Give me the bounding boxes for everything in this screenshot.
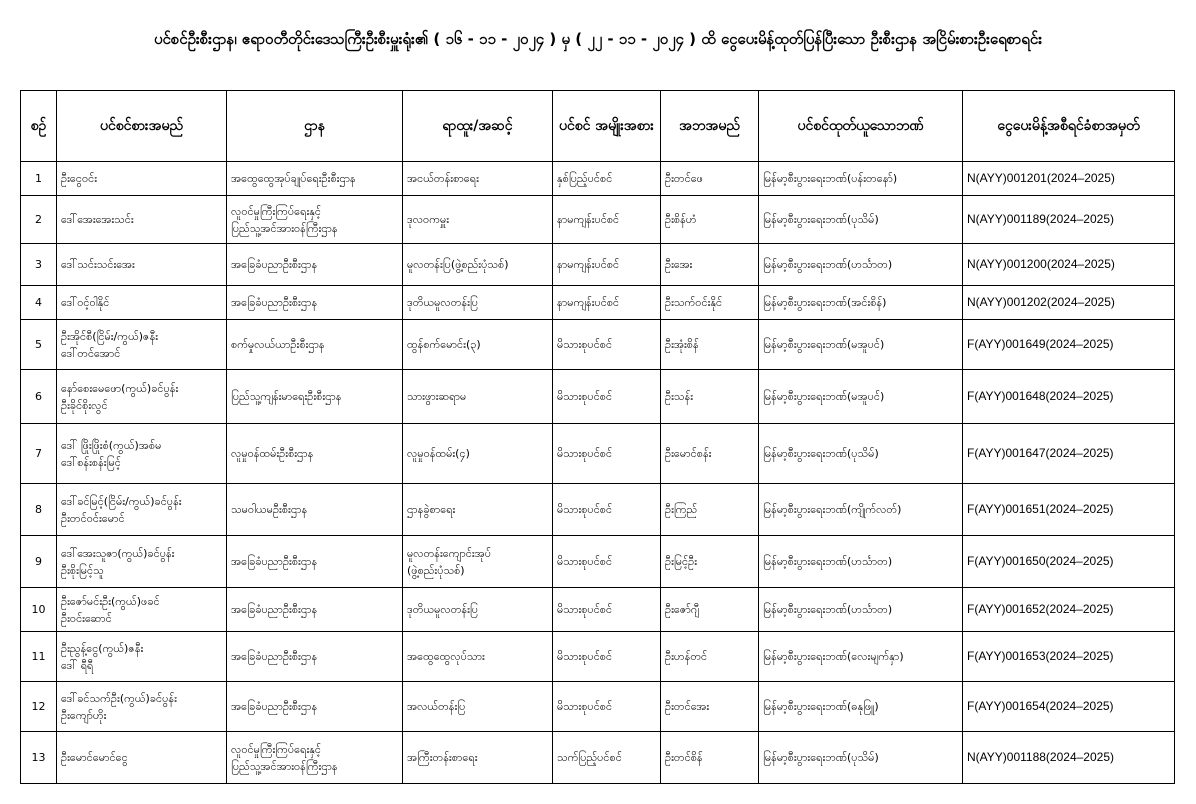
table-row — [21, 196, 1175, 244]
cell-department — [227, 320, 403, 370]
cell-rank-line: လူမှုဝန်ထမ်း(၄) — [407, 447, 470, 460]
table-row — [21, 370, 1175, 424]
cell-bank: မြန်မာ့စီးပွားရေးဘဏ်(ဟင်္သာတ) — [759, 244, 963, 286]
cell-father-name: ဦးဟန်တင် — [661, 632, 759, 682]
cell-pay-order-no: N(AYY)001189(2024–2025) — [963, 196, 1175, 244]
cell-department-line: အခြေခံပညာဦးစီးဌာန — [231, 296, 318, 309]
header-department: ဌာန — [227, 91, 403, 162]
cell-department-line: ပြည်သူ့အင်အားဝန်ကြီးဌာန — [231, 759, 338, 773]
cell-father-name: ဦးဇော်ဂျီ — [661, 588, 759, 632]
cell-bank: မြန်မာ့စီးပွားရေးဘဏ်(မအူပင်) — [759, 320, 963, 370]
cell-rank-line: မူလတန်းကျောင်းအုပ် — [407, 546, 492, 560]
cell-pay-order-no: F(AYY)001649(2024–2025) — [963, 320, 1175, 370]
table-row — [21, 588, 1175, 632]
cell-department-line: အခြေခံပညာဦးစီးဌာန — [231, 650, 318, 663]
cell-name — [57, 196, 227, 244]
header-pay-order-no: ငွေပေးမိန့်အစီရင်ခံစာအမှတ် — [963, 91, 1175, 162]
cell-rank-line: သားဖွားဆရာမ — [407, 390, 467, 403]
cell-name — [57, 484, 227, 536]
cell-rank-line: ဒုတိယမူလတန်းပြ — [407, 603, 479, 616]
cell-name — [57, 536, 227, 588]
cell-name-line: ဒေါ်အေးအေးသင်း — [61, 213, 134, 226]
cell-pension-type: မိသားစုပင်စင် — [553, 588, 661, 632]
cell-department-line: အခြေခံပညာဦးစီးဌာန — [231, 603, 318, 616]
cell-no: 4 — [21, 286, 57, 320]
cell-rank — [403, 244, 553, 286]
table-row — [21, 320, 1175, 370]
table-row — [21, 162, 1175, 196]
cell-rank-line: (ဖွဲ့စည်းပုံသစ်) — [407, 563, 465, 577]
cell-department-line: စက်မှုလယ်ယာဦးစီးဌာန — [231, 338, 325, 351]
cell-pension-type: မိသားစုပင်စင် — [553, 632, 661, 682]
cell-rank — [403, 424, 553, 484]
cell-name — [57, 162, 227, 196]
cell-name-line: ဒေါ်အေးသူဇာ(ကွယ်)ခင်ပွန်း — [61, 546, 175, 560]
cell-rank — [403, 162, 553, 196]
cell-pay-order-no: N(AYY)001202(2024–2025) — [963, 286, 1175, 320]
cell-name-line: ဦးခိုင်စိုးလွင် — [61, 398, 108, 412]
header-bank: ပင်စင်ထုတ်ယူသောဘဏ် — [759, 91, 963, 162]
table-row — [21, 732, 1175, 784]
table-row — [21, 286, 1175, 320]
cell-pay-order-no: N(AYY)001201(2024–2025) — [963, 162, 1175, 196]
cell-no: 6 — [21, 370, 57, 424]
cell-bank: မြန်မာ့စီးပွားရေးဘဏ်(ဟင်္သာတ) — [759, 588, 963, 632]
cell-bank: မြန်မာ့စီးပွားရေးဘဏ်(ပုသိမ်) — [759, 424, 963, 484]
cell-bank: မြန်မာ့စီးပွားရေးဘဏ်(ပုသိမ်) — [759, 196, 963, 244]
header-name: ပင်စင်စားအမည် — [57, 91, 227, 162]
cell-father-name: ဦးအေး — [661, 244, 759, 286]
table-row — [21, 484, 1175, 536]
cell-father-name: ဦးကြည် — [661, 484, 759, 536]
cell-name — [57, 632, 227, 682]
cell-department — [227, 244, 403, 286]
cell-bank: မြန်မာ့စီးပွားရေးဘဏ်(မအူပင်) — [759, 370, 963, 424]
cell-bank: မြန်မာ့စီးပွားရေးဘဏ်(လေးမျက်နှာ) — [759, 632, 963, 682]
cell-rank — [403, 732, 553, 784]
cell-no: 13 — [21, 732, 57, 784]
cell-no: 2 — [21, 196, 57, 244]
cell-pension-type: နာမကျန်းပင်စင် — [553, 286, 661, 320]
cell-name — [57, 244, 227, 286]
cell-no: 7 — [21, 424, 57, 484]
cell-father-name: ဦးသန်း — [661, 370, 759, 424]
cell-no: 5 — [21, 320, 57, 370]
cell-rank — [403, 682, 553, 732]
cell-rank-line: အလယ်တန်းပြ — [407, 700, 466, 713]
cell-department — [227, 536, 403, 588]
cell-rank-line: ဒုလဝကမှူး — [407, 213, 450, 226]
cell-pay-order-no: F(AYY)001654(2024–2025) — [963, 682, 1175, 732]
table-row — [21, 244, 1175, 286]
cell-pay-order-no: N(AYY)001188(2024–2025) — [963, 732, 1175, 784]
cell-pension-type: မိသားစုပင်စင် — [553, 682, 661, 732]
cell-department-line: အခြေခံပညာဦးစီးဌာန — [231, 700, 318, 713]
cell-department-line: အခြေခံပညာဦးစီးဌာန — [231, 555, 318, 568]
cell-no: 12 — [21, 682, 57, 732]
cell-father-name: ဦးတင်အေး — [661, 682, 759, 732]
cell-name-line: ဒေါ်စန်းစန်းမြင့် — [61, 455, 121, 469]
cell-name-line: ဒေါ်ခင်သက်ဦး(ကွယ်)ခင်ပွန်း — [61, 691, 177, 705]
cell-bank: မြန်မာ့စီးပွားရေးဘဏ်(အင်းစိန်) — [759, 286, 963, 320]
cell-no: 11 — [21, 632, 57, 682]
cell-name — [57, 286, 227, 320]
cell-department-line: လူဝင်မှုကြီးကြပ်ရေးနှင့် — [231, 204, 322, 218]
cell-rank — [403, 320, 553, 370]
cell-pension-type: မိသားစုပင်စင် — [553, 484, 661, 536]
cell-rank-line: ထွန်စက်မောင်း(၃) — [407, 338, 481, 351]
cell-name-line: နော်စေးမေဖော(ကွယ်)ခင်ပွန်း — [61, 381, 179, 395]
cell-pay-order-no: F(AYY)001653(2024–2025) — [963, 632, 1175, 682]
cell-department-line: ပြည်သူ့ကျန်းမာရေးဦးစီးဌာန — [231, 390, 342, 403]
cell-pay-order-no: F(AYY)001648(2024–2025) — [963, 370, 1175, 424]
cell-rank-line: အငယ်တန်းစာရေး — [407, 172, 479, 185]
cell-department-line: အခြေခံပညာဦးစီးဌာန — [231, 258, 318, 271]
cell-name-line: ဦးညွန့်ငွေ(ကွယ်)ဇနီး — [61, 641, 144, 655]
cell-department-line: သမဝါယမဦးစီးဌာန — [231, 503, 308, 516]
cell-name — [57, 682, 227, 732]
cell-rank — [403, 588, 553, 632]
table-row — [21, 536, 1175, 588]
cell-name-line: ဦးတင်ဝင်းမောင် — [61, 511, 125, 525]
cell-rank-line: အထွေထွေလုပ်သား — [407, 650, 485, 663]
cell-no: 9 — [21, 536, 57, 588]
cell-department-line: လူဝင်မှုကြီးကြပ်ရေးနှင့် — [231, 742, 322, 756]
cell-no: 3 — [21, 244, 57, 286]
cell-name — [57, 370, 227, 424]
cell-department-line: လူမှုဝန်ထမ်းဦးစီးဌာန — [231, 447, 314, 460]
pensioner-table — [20, 90, 1175, 784]
cell-rank — [403, 370, 553, 424]
cell-no: 1 — [21, 162, 57, 196]
cell-no: 10 — [21, 588, 57, 632]
cell-name-line: ဦးဝင်းဆောင် — [61, 611, 112, 625]
cell-bank: မြန်မာ့စီးပွားရေးဘဏ်(ဟင်္သာတ) — [759, 536, 963, 588]
cell-father-name: ဦးမောင်စန်း — [661, 424, 759, 484]
cell-department — [227, 484, 403, 536]
cell-rank — [403, 286, 553, 320]
cell-bank: မြန်မာ့စီးပွားရေးဘဏ်(ပုသိမ်) — [759, 732, 963, 784]
header-no: စဥ် — [21, 91, 57, 162]
cell-name-line: ဦးစိုးမြင့်သူ — [61, 563, 104, 577]
cell-father-name: ဦးမြင့်ဦး — [661, 536, 759, 588]
cell-department-line: အထွေထွေအုပ်ချုပ်ရေးဦးစီးဌာန — [231, 172, 356, 185]
cell-name — [57, 732, 227, 784]
cell-name-line: ဦးမောင်မောင်ငွေ — [61, 751, 128, 764]
cell-rank-line: ဒုတိယမူလတန်းပြ — [407, 296, 479, 309]
table-row — [21, 682, 1175, 732]
cell-department — [227, 632, 403, 682]
cell-department-line: ပြည်သူ့အင်အားဝန်ကြီးဌာန — [231, 221, 338, 235]
cell-rank-line: မူလတန်းပြ(ဖွဲ့စည်းပုံသစ်) — [407, 258, 509, 271]
cell-name-line: ဦးအိုင်စီ(ငြိမ်း/ကွယ်)ဇနီး — [61, 329, 159, 343]
cell-department — [227, 588, 403, 632]
cell-bank: မြန်မာ့စီးပွားရေးဘဏ်(ပန်းတနော်) — [759, 162, 963, 196]
cell-name-line: ဦးဇော်မင်းဦး(ကွယ်)ဖခင် — [61, 594, 160, 608]
cell-department — [227, 286, 403, 320]
cell-father-name: ဦးစိန်ဟံ — [661, 196, 759, 244]
cell-pension-type: မိသားစုပင်စင် — [553, 370, 661, 424]
cell-pension-type: နာမကျန်းပင်စင် — [553, 196, 661, 244]
cell-pay-order-no: F(AYY)001651(2024–2025) — [963, 484, 1175, 536]
cell-name-line: ဦးကျော်ဟိုး — [61, 708, 107, 722]
cell-rank — [403, 484, 553, 536]
cell-department — [227, 732, 403, 784]
cell-name-line: ဒေါ်သင်းသင်းအေး — [61, 258, 135, 271]
cell-department — [227, 196, 403, 244]
cell-father-name: ဦးတင်ဖေ — [661, 162, 759, 196]
cell-department — [227, 424, 403, 484]
cell-rank-line: အကြီးတန်းစာရေး — [407, 751, 478, 764]
table-row — [21, 632, 1175, 682]
cell-rank — [403, 196, 553, 244]
cell-name-line: ဦးငွေဝင်း — [61, 172, 98, 185]
cell-pay-order-no: N(AYY)001200(2024–2025) — [963, 244, 1175, 286]
cell-pay-order-no: F(AYY)001650(2024–2025) — [963, 536, 1175, 588]
header-rank: ရာထူး/အဆင့် — [403, 91, 553, 162]
cell-department — [227, 162, 403, 196]
document-title: ပင်စင်ဦးစီးဌာန၊ ဧရာဝတီတိုင်းဒေသကြီးဦးစီးမှူးရုံး၏ ( ၁၆ - ၁၁ - ၂၀၂၄ ) မှ ( ၂၂ - ၁၁ - ၂၀၂၄ ) ထိ ငွေပေးမိန့်ထုတ်ပြန်ပြီးသော ဦးစီးဌာန အငြိမ်းစားဦးရေစာရင်း — [153, 30, 1043, 48]
cell-rank-line: ဌာနခွဲစာရေး — [407, 503, 456, 516]
header-pension-type: ပင်စင် အမျိုးအစား — [553, 91, 661, 162]
cell-pay-order-no: F(AYY)001652(2024–2025) — [963, 588, 1175, 632]
cell-name — [57, 320, 227, 370]
cell-pension-type: သက်ပြည့်ပင်စင် — [553, 732, 661, 784]
cell-name-line: ဒေါ် ဖြိုးဖြိုးစံ(ကွယ်)အစ်မ — [61, 438, 162, 452]
cell-name-line: ဒေါ် ရီရီ — [61, 658, 94, 672]
cell-name-line: ဒေါ်ဝင့်ဝါနိုင် — [61, 296, 110, 309]
cell-name — [57, 588, 227, 632]
cell-pay-order-no: F(AYY)001647(2024–2025) — [963, 424, 1175, 484]
cell-pension-type: နာမကျန်းပင်စင် — [553, 244, 661, 286]
cell-father-name: ဦးအုံးစိန် — [661, 320, 759, 370]
cell-father-name: ဦးတင်စိန် — [661, 732, 759, 784]
cell-name-line: ဒေါ်တင်အောင် — [61, 346, 121, 360]
cell-bank: မြန်မာ့စီးပွားရေးဘဏ်(ဓနုဖြူ) — [759, 682, 963, 732]
cell-father-name: ဦးသက်ဝင်းနိုင် — [661, 286, 759, 320]
cell-pension-type: မိသားစုပင်စင် — [553, 536, 661, 588]
table-row — [21, 424, 1175, 484]
cell-rank — [403, 536, 553, 588]
cell-pension-type: မိသားစုပင်စင် — [553, 424, 661, 484]
table-header-row — [21, 91, 1175, 162]
cell-no: 8 — [21, 484, 57, 536]
cell-pension-type: မိသားစုပင်စင် — [553, 320, 661, 370]
cell-name-line: ဒေါ်ခင်မြင့်(ငြိမ်း/ကွယ်)ခင်ပွန်း — [61, 494, 182, 508]
cell-department — [227, 370, 403, 424]
header-father-name: အဘအမည် — [661, 91, 759, 162]
cell-department — [227, 682, 403, 732]
cell-rank — [403, 632, 553, 682]
cell-bank: မြန်မာ့စီးပွားရေးဘဏ်(ကျိုက်လတ်) — [759, 484, 963, 536]
cell-name — [57, 424, 227, 484]
cell-pension-type: နှစ်ပြည့်ပင်စင် — [553, 162, 661, 196]
